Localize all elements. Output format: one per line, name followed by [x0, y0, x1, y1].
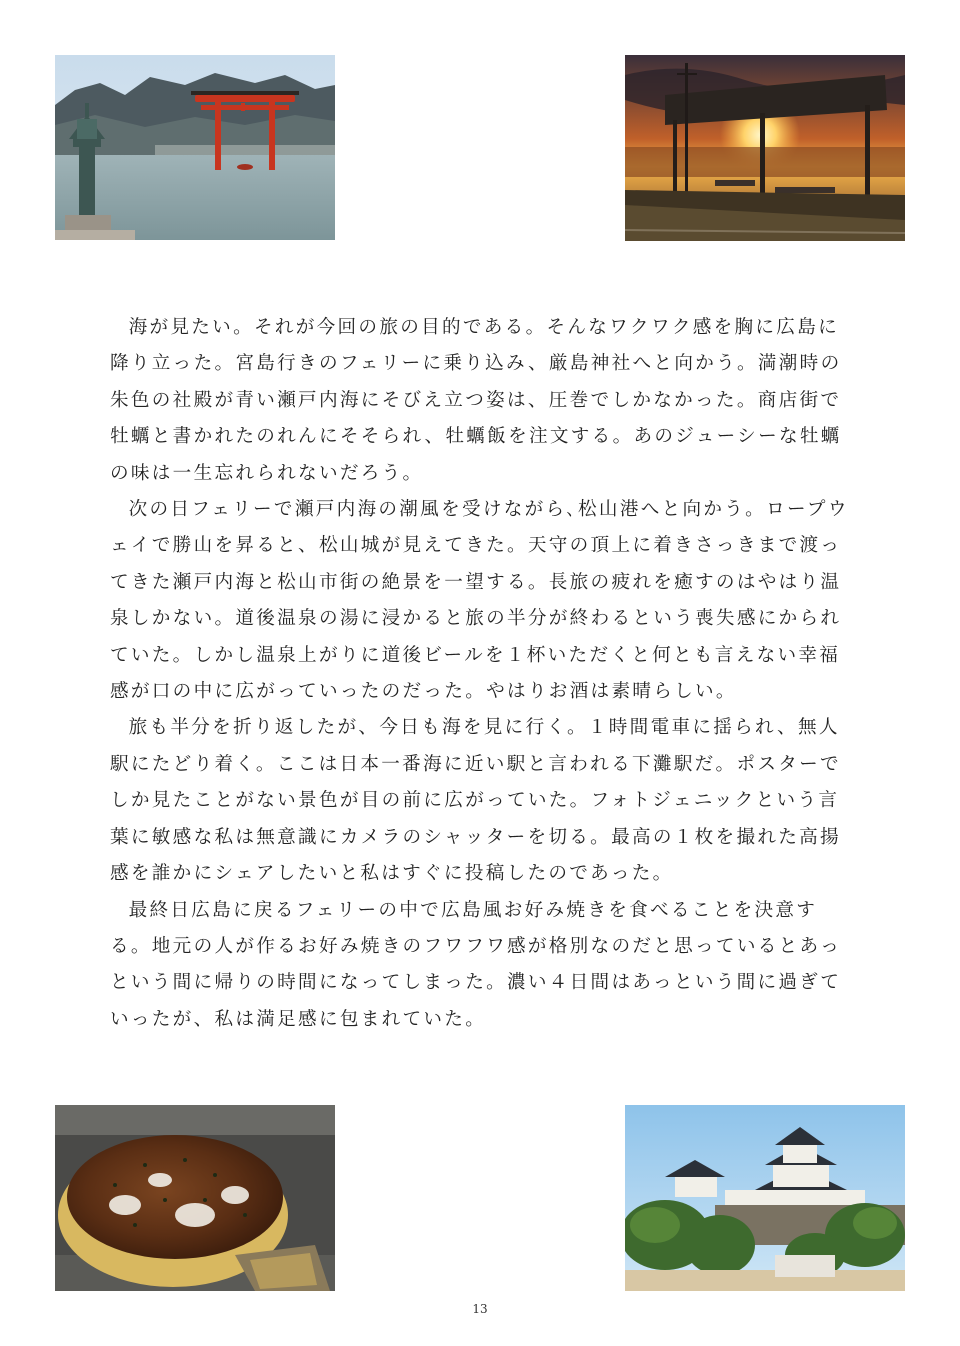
matsuyama-castle-photo	[625, 1105, 905, 1291]
shimonada-station-sunset-photo	[625, 55, 905, 241]
essay-paragraph-1: 海が見たい。それが今回の旅の目的である。そんなワクワク感を胸に広島に降り立った。宮島行きのフェリーに乗り込み、厳島神社へと向かう。満潮時の朱色の社殿が青い瀬戸内海にそびえ立つ姿は、圧巻でしかなかった。商店街で牡蠣と書かれたのれんにそそられ、牡蠣飯を注文する。あのジューシーな牡蠣の味は一生忘れられないだろう。	[110, 317, 842, 484]
hiroshima-okonomiyaki-photo	[55, 1105, 335, 1291]
essay-paragraph-3: 旅も半分を折り返したが、今日も海を見に行く。１時間電車に揺られ、無人駅にたどり着く。ここは日本一番海に近い駅と言われる下灘駅だ。ポスターでしか見たことがない景色が目の前に広がっていた。フォトジェニックという言葉に敏感な私は無意識にカメラのシャッターを切る。最高の１枚を撮れた高揚感を誰かにシェアしたいと私はすぐに投稿したのであった。	[110, 717, 841, 885]
miyajima-torii-photo	[55, 55, 335, 240]
essay-paragraph-4: 最終日広島に戻るフェリーの中で広島風お好み焼きを食べることを決意する。地元の人が作るお好み焼きのフワフワ感が格別なのだと思っているとあっという間に帰りの時間になってしまった。濃い４日間はあっという間に過ぎていったが、私は満足感に包まれていた。	[110, 899, 842, 1030]
travel-essay	[110, 310, 850, 1038]
essay-paragraph-2: 次の日フェリーで瀬戸内海の潮風を受けながら､松山港へと向かう。ロープウェイで勝山を昇ると、松山城が見えてきた。天守の頂上に着きさっきまで渡ってきた瀬戸内海と松山市街の絶景を一望する。長旅の疲れを癒すのはやはり温泉しかない。道後温泉の湯に浸かると旅の半分が終わるという喪失感にかられていた。しかし温泉上がりに道後ビールを１杯いただくと何とも言えない幸福感が口の中に広がっていったのだった。やはりお酒は素晴らしい。	[110, 499, 849, 703]
page-number: 13	[472, 1302, 488, 1316]
